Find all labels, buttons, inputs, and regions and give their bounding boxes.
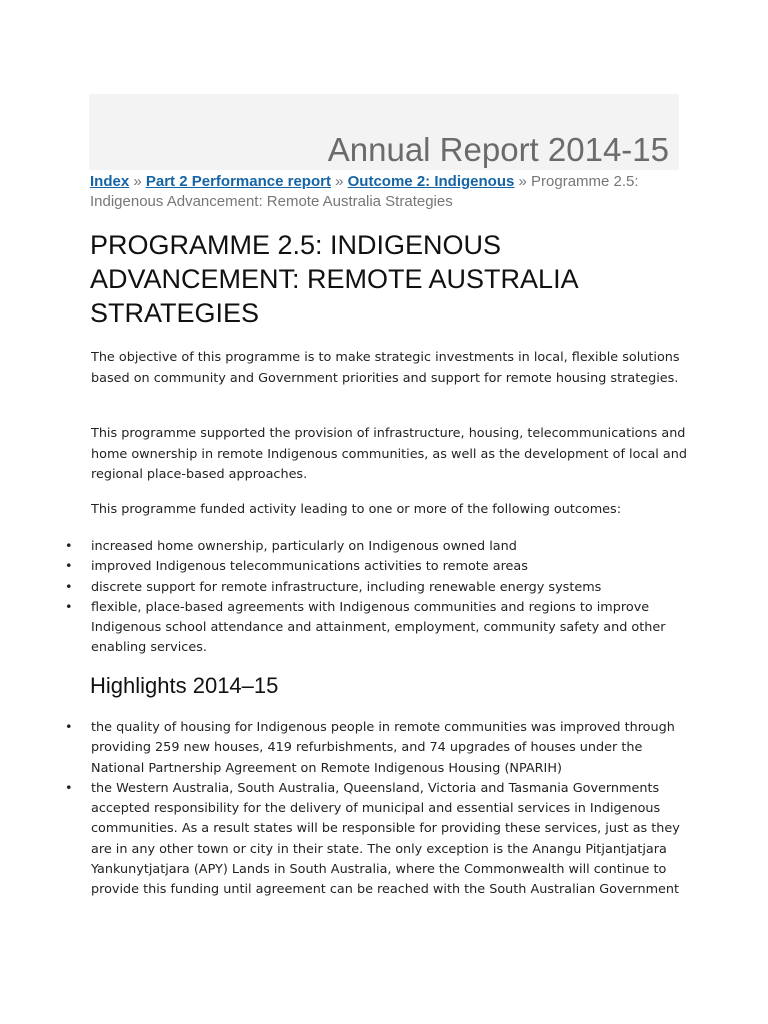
list-item-text: the Western Australia, South Australia, Queensland, Victoria and Tasmania Governments accepted responsibility for the delivery of municipal and essential services in Indigenous communities. As a result states will be responsible for providing these services, just as they are in any other town or city in their state. The only exception is the Anangu Pitjantjatjara Yankunytjatjara (APY) Lands in South Australia, where the Commonwealth will continue to provide this funding until agreement can be reached with the South Australian Government [91, 780, 680, 898]
report-title: Annual Report 2014-15 [327, 131, 669, 168]
list-item-text: improved Indigenous telecommunications activities to remote areas [91, 559, 528, 575]
bullet-icon: • [65, 599, 73, 615]
support-paragraph: This programme supported the provision of infrastructure, housing, telecommunications and home ownership in remote Indigenous communities, as well as the development of local and regional place-based approaches. [91, 426, 688, 482]
bullet-icon: • [65, 579, 73, 595]
list-item-text: discrete support for remote infrastructure, including renewable energy systems [91, 579, 602, 595]
list-item [65, 537, 687, 557]
header-band [89, 94, 679, 170]
list-item [65, 598, 687, 659]
breadcrumb-link-performance-report[interactable]: Part 2 Performance report [145, 173, 331, 190]
breadcrumb-link-index[interactable]: Index [90, 173, 130, 190]
list-item-text: the quality of housing for Indigenous people in remote communities was improved through providing 259 new houses, 419 refurbishments, and 74 upgrades of houses under the National Partnership Agreement on Remote Indigenous Housing (NPARIH) [91, 720, 675, 776]
breadcrumb-separator: » [335, 173, 344, 190]
highlights-heading: Highlights 2014–15 [90, 673, 279, 698]
objective-paragraph: The objective of this programme is to make strategic investments in local, flexible solutions based on community and Government priorities and support for remote housing strategies. [91, 350, 680, 386]
list-item [65, 557, 687, 577]
list-item [65, 718, 687, 779]
breadcrumb-link-outcome-2[interactable]: Outcome 2: Indigenous [347, 173, 515, 190]
list-item [65, 779, 687, 901]
breadcrumb-separator: » [518, 173, 527, 190]
list-item [65, 578, 687, 598]
list-item-text: flexible, place-based agreements with Indigenous communities and regions to improve Indigenous school attendance and attainment, employment, community safety and other enabling services. [91, 599, 666, 656]
highlights-list [65, 718, 687, 901]
outcomes-intro-paragraph: This programme funded activity leading to one or more of the following outcomes: [91, 502, 622, 517]
bullet-icon: • [65, 559, 73, 575]
page-heading: PROGRAMME 2.5: INDIGENOUS ADVANCEMENT: REMOTE AUSTRALIA STRATEGIES [90, 230, 578, 328]
outcomes-list [65, 537, 687, 659]
bullet-icon: • [65, 780, 73, 796]
breadcrumb-separator: » [133, 173, 142, 190]
bullet-icon: • [65, 539, 73, 554]
bullet-icon: • [65, 720, 73, 735]
breadcrumb [90, 172, 680, 212]
breadcrumb-current: Programme 2.5: Indigenous Advancement: Remote Australia Strategies [90, 173, 639, 210]
list-item-text: increased home ownership, particularly on Indigenous owned land [91, 539, 517, 554]
